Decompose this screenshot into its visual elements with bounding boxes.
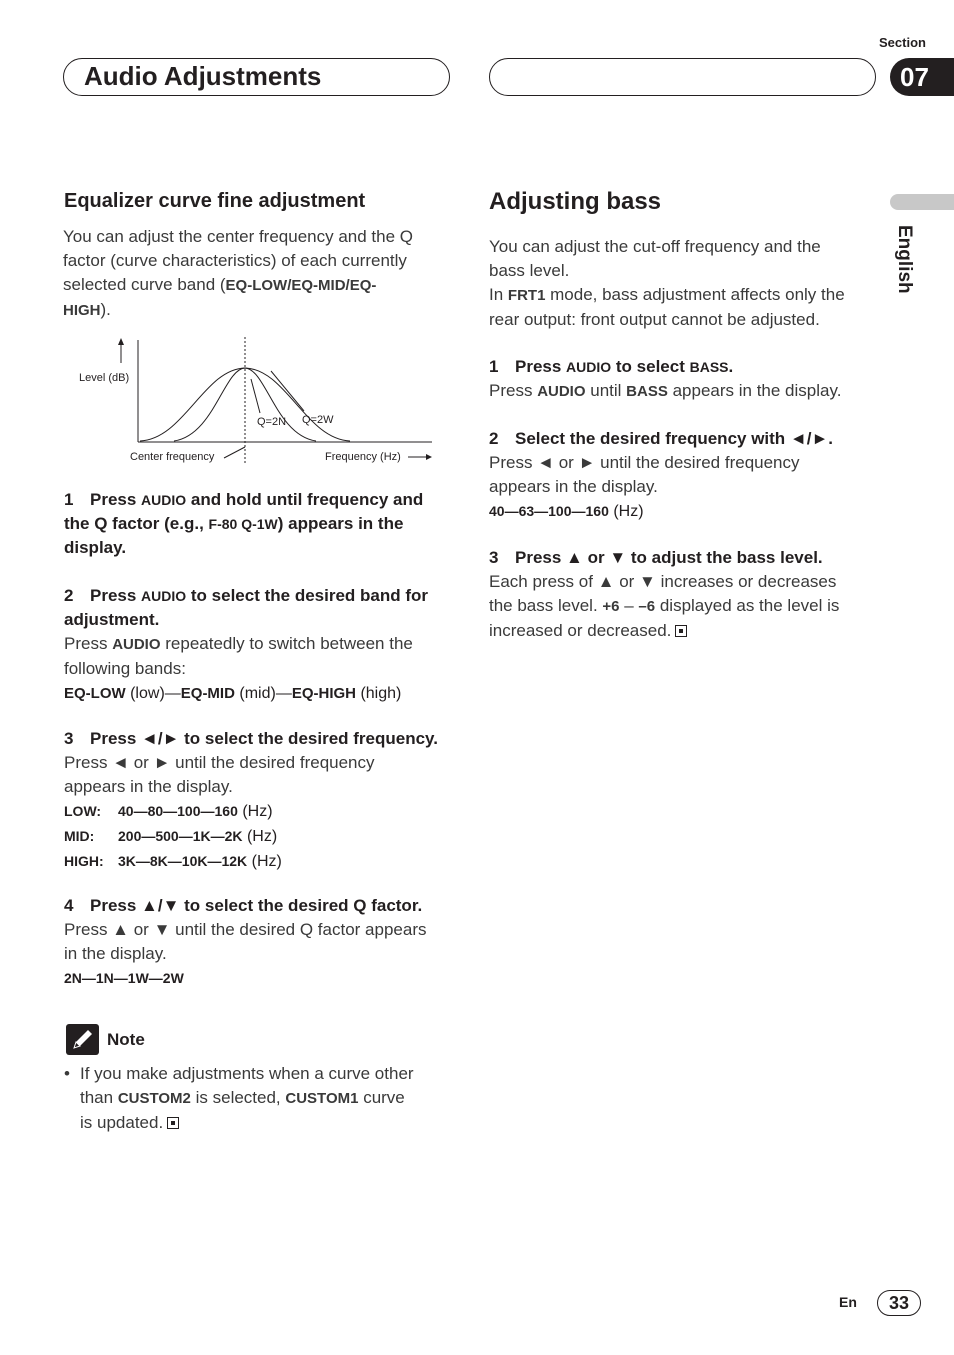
- footer-language: En: [839, 1294, 857, 1310]
- q2n-pointer: [251, 379, 260, 413]
- center-frequency-label: Center frequency: [130, 451, 215, 463]
- bass-step-2: 2 Select the desired frequency with ◄/►. Press ◄ or ► until the desired frequency appears in the display. 40—63—100—160 (Hz): [489, 429, 834, 520]
- eq-step-4: 4 Press ▲/▼ to select the desired Q factor. Press ▲ or ▼ until the desired Q factor appears in the display. 2N—1N—1W—2W: [64, 896, 427, 986]
- eq-intro: You can adjust the center frequency and the Q factor (curve characteristics) of each currently selected curve band (EQ-LOW/EQ-MID/EQ- HIGH).: [63, 227, 414, 319]
- center-pointer: [224, 447, 245, 458]
- page-title: Audio Adjustments: [84, 61, 322, 91]
- note-title: Note: [107, 1030, 145, 1049]
- q2n-label: Q=2N: [257, 416, 287, 428]
- eq-step-2: 2 Press AUDIO to select the desired band for adjustment. Press AUDIO repeatedly to switch between the following bands: EQ-LOW (low)—EQ-MID (mid)—EQ-HIGH (high): [64, 586, 428, 702]
- empty-header-frame: [489, 58, 876, 96]
- language-label: English: [894, 225, 915, 294]
- q2w-pointer: [271, 371, 304, 411]
- end-mark-icon: [675, 625, 687, 637]
- bass-step-3: 3 Press ▲ or ▼ to adjust the bass level. Each press of ▲ or ▼ increases or decreases the bass level. +6 – –6 displayed as the level is increased or decreased.: [489, 548, 840, 640]
- section-number-tab: 07: [890, 58, 954, 96]
- eq-step-3: 3 Press ◄/► to select the desired frequency. Press ◄ or ► until the desired frequency appears in the display. LOW: 40—80—100—160 (Hz) MID: 200—500—1K—2K (Hz) HIGH: 3K—8K—10K—12K (Hz): [64, 729, 438, 870]
- bass-heading: Adjusting bass: [489, 188, 662, 215]
- eq-step-1: 1 Press AUDIO and hold until frequency and the Q factor (e.g., F-80 Q-1W) appears in the display.: [64, 490, 424, 557]
- q2w-label: Q=2W: [302, 414, 334, 426]
- eq-fine-heading: Equalizer curve fine adjustment: [64, 190, 366, 212]
- note-pencil-icon: [66, 1024, 99, 1055]
- x-axis-label: Frequency (Hz): [325, 451, 401, 463]
- y-arrow-head: [118, 338, 124, 345]
- note-text: • If you make adjustments when a curve other than CUSTOM2 is selected, CUSTOM1 curve is updated.: [64, 1064, 414, 1132]
- y-axis-label: Level (dB): [79, 372, 130, 384]
- section-label: Section: [879, 35, 926, 50]
- page-number: 33: [877, 1290, 921, 1316]
- eq-curve-figure: [64, 335, 444, 465]
- x-arrow-head: [426, 454, 432, 460]
- language-tab-marker: [890, 194, 954, 210]
- end-mark-icon: [167, 1117, 179, 1129]
- bass-step-1: 1 Press AUDIO to select BASS. Press AUDIO until BASS appears in the display.: [489, 357, 842, 400]
- bass-intro: You can adjust the cut-off frequency and the bass level. In FRT1 mode, bass adjustment affects only the rear output: front output cannot be adjusted.: [489, 237, 845, 329]
